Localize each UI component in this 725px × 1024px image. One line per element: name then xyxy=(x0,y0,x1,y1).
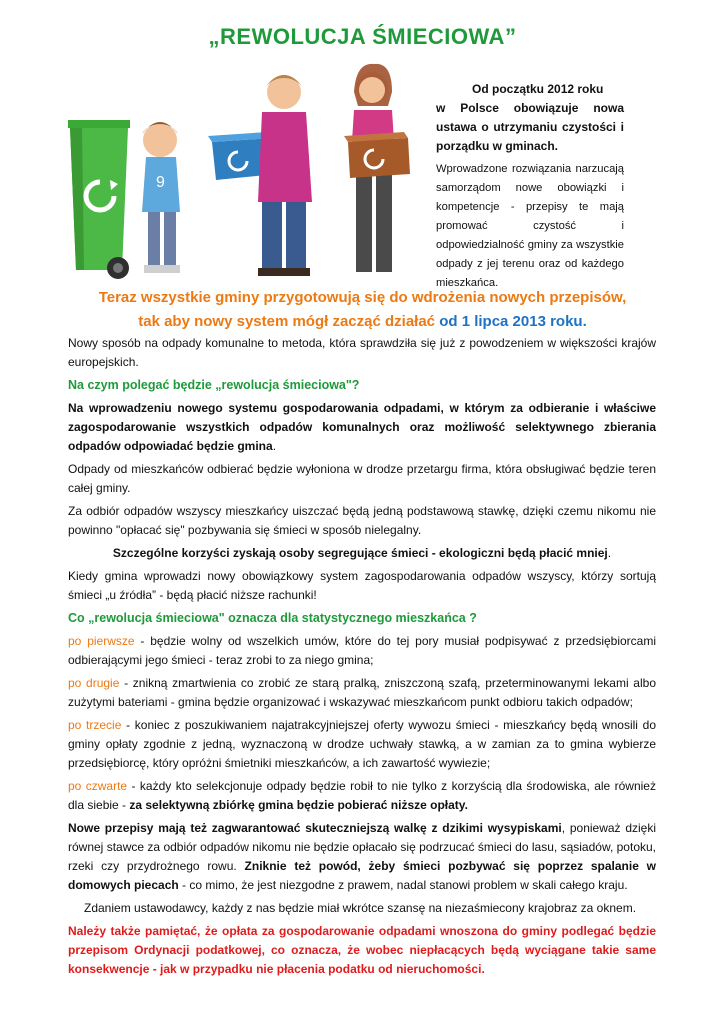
point-1-label: po pierwsze xyxy=(68,634,135,648)
paragraph-4-bold: Szczególne korzyści zyskają osoby segregujące śmieci - ekologiczni będą płacić mniej xyxy=(112,546,608,560)
point-3-text: - koniec z poszukiwaniem najatrakcyjniejszej oferty wywozu śmieci - mieszkańcy będą wnosili do gminy opłaty zgodnie z jedną, wyznaczoną w drodze uchwały stawką, a w zamian za to gmina wybierze przedsiębiorcę, który opróżni śmietniki mieszkańców, a ich zawartość wywiezie; xyxy=(68,718,656,770)
paragraph-6c: Zniknie też powód, żeby śmieci pozbywać się poprzez spalanie w domowych piecach xyxy=(68,859,656,892)
paragraph-8-warning: Należy także pamiętać, że opłata za gospodarowanie odpadami wnoszona do gminy podlegać będzie przepisom Ordynacji podatkowej, co oznacza, że wobec niepłacących będą wyciągane takie same konsekwencje - jak w przypadku nie płacenia podatku od nieruchomości. xyxy=(68,924,656,976)
page-title: „REWOLUCJA ŚMIECIOWA” xyxy=(208,24,517,49)
banner-line2-text: tak aby nowy system mógł zacząć działać xyxy=(138,313,440,330)
main-content xyxy=(68,334,656,983)
paragraph-4-end: . xyxy=(607,546,612,560)
heading-for-resident: Co „rewolucja śmieciowa" oznacza dla statystycznego mieszkańca ? xyxy=(68,611,477,625)
boy-figure xyxy=(142,122,180,273)
paragraph-6a: Nowe przepisy mają też zagwarantować skuteczniejszą walkę z dzikimi wysypiskami xyxy=(68,821,562,835)
intro-sub: Wprowadzone rozwiązania narzucają samorządom nowe obowiązki i kompetencje - przepisy te mają promować czystość i odpowiedzialność gminy za wszystkie odpady z jej terenu oraz od każdego mieszkańca. xyxy=(436,163,624,289)
point-3 xyxy=(68,716,656,773)
paragraph-3: Za odbiór odpadów wszyscy mieszkańcy uiszczać będą jedną podstawową stawkę, dzięki czemu nikomu nie powinno "opłacać się" pozbywania się śmieci w sposób nielegalny. xyxy=(68,504,656,537)
point-4-label: po czwarte xyxy=(68,779,128,793)
intro-block xyxy=(436,80,624,297)
paragraph-1-end: . xyxy=(272,439,277,453)
svg-text:9: 9 xyxy=(156,174,165,191)
banner-line2 xyxy=(40,310,685,334)
intro-lead xyxy=(436,80,624,156)
brown-box-icon xyxy=(344,132,410,178)
paragraph-1-bold: Na wprowadzeniu nowego systemu gospodarowania odpadami, w którym za odbieranie i właściwe zagospodarowanie wszystkich odpadów komunalnych oraz możliwość selektywnego zbierania odpadów odpowiadać będzie gmina xyxy=(68,401,656,453)
banner-date: od 1 lipca 2013 roku. xyxy=(439,313,587,330)
point-4-bold: za selektywną zbiórkę gmina będzie pobierać niższe opłaty. xyxy=(129,798,468,812)
intro-lead-line2: w Polsce obowiązuje nowa ustawa o utrzymaniu czystości i porządku w gminach. xyxy=(436,101,624,153)
paragraph-intro: Nowy sposób na odpady komunalne to metoda, która sprawdziła się już z powodzeniem w większości krajów europejskich. xyxy=(68,336,656,369)
paragraph-1 xyxy=(68,399,656,456)
point-1-text: - będzie wolny od wszelkich umów, które do tej pory musiał podpisywać z przedsiębiorcami odbierającymi jego śmieci - teraz zrobi to za niego gmina; xyxy=(68,634,657,667)
point-1 xyxy=(68,632,656,670)
banner-line1: Teraz wszystkie gminy przygotowują się do wdrożenia nowych przepisów, xyxy=(98,289,627,306)
banner xyxy=(40,286,685,334)
paragraph-5: Kiedy gmina wprowadzi nowy obowiązkowy system zagospodarowania odpadów wszyscy, którzy sortują śmieci „u źródła” - będą płacić niższe rachunki! xyxy=(68,569,656,602)
point-2 xyxy=(68,674,656,712)
recycling-family-illustration xyxy=(62,62,422,284)
paragraph-2: Odpady od mieszkańców odbierać będzie wyłoniona w drodze przetargu firma, która obsługiwać będzie teren całej gminy. xyxy=(68,462,656,495)
intro-lead-line1: Od początku 2012 roku xyxy=(472,82,604,96)
paragraph-6b: , ponieważ dzięki równej stawce za odbiór odpadów nikomu nie będzie opłacało się podrzucać śmieci do lasu, sąsiadów, potoku, rzeki czy przydrożnego rowu. xyxy=(68,821,656,873)
paragraph-6d: - co mimo, że jest niezgodne z prawem, nadal stanowi problem w skali całego kraju. xyxy=(178,878,628,892)
paragraph-4 xyxy=(68,544,656,563)
green-bin-icon xyxy=(68,120,130,279)
heading-what-is: Na czym polegać będzie „rewolucja śmieciowa"? xyxy=(68,378,360,392)
point-2-text: - znikną zmartwienia co zrobić ze starą pralką, zniszczoną szafą, przeterminowanymi lekami albo zużytymi bateriami - gmina będzie organizować i wskazywać mieszkańcom punkt odbioru takich odpadów; xyxy=(68,676,656,709)
point-2-label: po drugie xyxy=(68,676,120,690)
paragraph-7: Zdaniem ustawodawcy, każdy z nas będzie miał wkrótce szansę na niezaśmiecony krajobraz za oknem. xyxy=(84,901,637,915)
paragraph-6 xyxy=(68,819,656,895)
point-4 xyxy=(68,777,656,815)
man-figure xyxy=(258,75,312,276)
point-3-label: po trzecie xyxy=(68,718,122,732)
point-4-text: - każdy kto selekcjonuje odpady będzie robił to nie tylko z korzyścią dla środowiska, ale również dla siebie - xyxy=(68,779,656,812)
